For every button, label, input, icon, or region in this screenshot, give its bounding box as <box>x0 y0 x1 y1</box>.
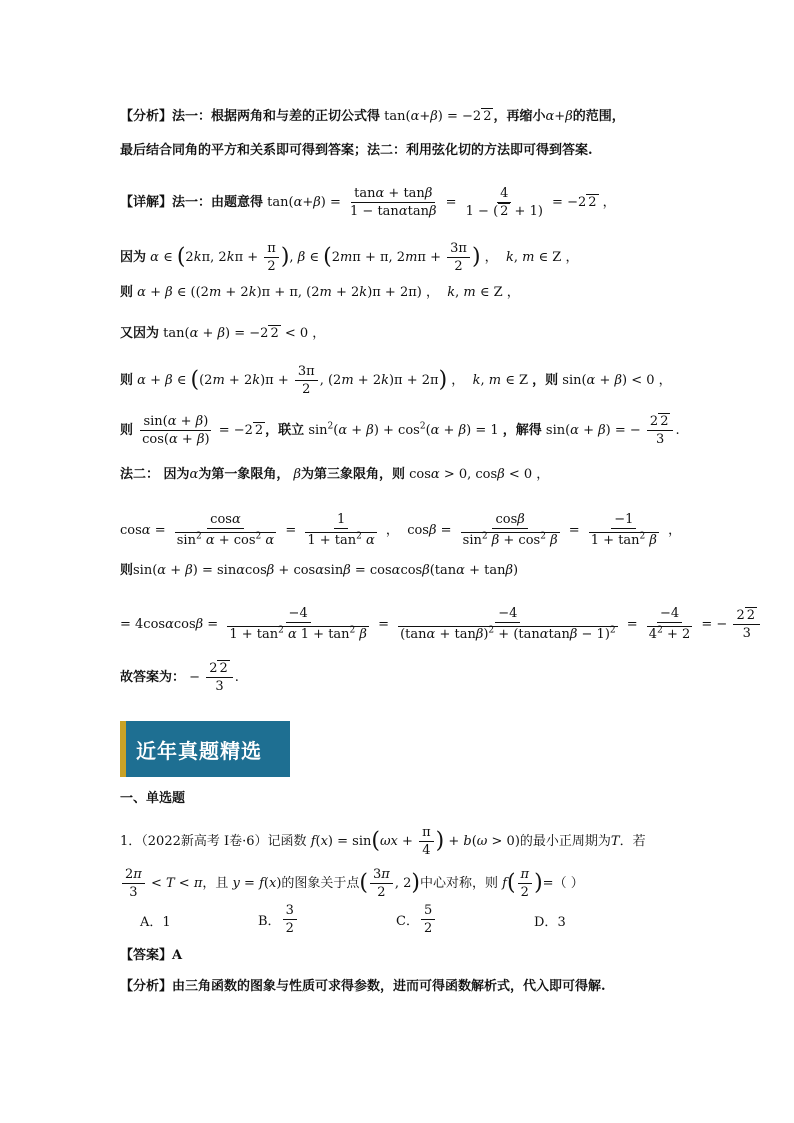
formula-point: ( $\frac{3\pi}{2}$ , 2) <box>359 867 420 900</box>
analysis-2-tag: 【分析】 <box>120 979 173 994</box>
detail-line-then-2 <box>120 363 684 398</box>
choice-a[interactable]: A．1 <box>140 915 171 930</box>
formula-alpha-beta: α <box>545 109 555 124</box>
detail-line-because <box>120 240 684 275</box>
because-label: 因为 <box>120 250 147 265</box>
formula-function: f(x) = sin(ωx + $\frac{\pi}{4}$ ) + b(ω > 0) <box>310 825 520 858</box>
formula-final: − $\frac{2 2}{3}$ . <box>185 661 239 694</box>
formula-tan-sum: tan(α+β) = −2 2 <box>384 109 492 124</box>
choice-b[interactable]: B． $\frac{3}{2}$ <box>258 902 299 937</box>
formula-detail-1: tan(α+β) = $\frac{\tan\alpha + \tan\beta}{1 - \tan\alpha\tan\beta}$ = $\frac{4}{1 - ( 2 + 1)}$ = −2 2 ， <box>267 186 616 219</box>
question-line-2 <box>120 866 684 901</box>
banner-title: 近年真题精选 <box>136 739 262 763</box>
formula-sum-range: α + β ∈ ((2m + 2k)π + π, (2m + 2k)π + 2π) ， k, m ∈ Z ， <box>137 285 520 300</box>
analysis-2-text: 由三角函数的图象与性质可求得参数，进而可得函数解析式，代入即可得解. <box>172 979 606 994</box>
formula-period-range: $\frac{2\pi}{3}$ < T < π <box>120 876 202 891</box>
detail-line-then-4 <box>120 561 684 581</box>
method-two-line: 法二： 因为α为第一象限角， β为第三象限角，则 cosα > 0, cosβ < 0 ， <box>120 467 550 482</box>
formula-sin-result: sin(α + β) = − $\frac{2 2}{3}$ . <box>541 414 680 447</box>
answer-line <box>120 660 684 695</box>
then-label-2: 则 <box>120 373 134 388</box>
then-label-2b: ，则 <box>532 373 559 388</box>
section-heading: 一、单选题 <box>120 791 186 806</box>
question-text-a: 的最小正周期为 <box>519 834 611 849</box>
answer-value: A <box>172 948 183 963</box>
answer-tag: 【答案】 <box>120 948 173 963</box>
question-text-e: 中心对称，则 <box>419 876 498 891</box>
formula-cos-alpha: cosα = $\frac{\cos\alpha}{\sin^2 \alpha + \cos^2 \alpha}$ = $\frac{1}{1 + \tan^2 \alpha}$ ， cosβ = $\frac{\cos\beta}{\sin^2 \beta + \cos^2 \beta}$ = $\frac{-1}{1 + \tan^2 \beta}$ ， <box>120 512 682 549</box>
then-label-3: 则 <box>120 423 134 438</box>
question-blank: =（ ） <box>542 876 584 891</box>
detail-tag: 【详解】 <box>120 195 173 210</box>
formula-f-pi-2: f( $\frac{\pi}{2}$ ) <box>502 867 543 900</box>
question-text-c: ，且 <box>202 876 229 891</box>
answer-is-label: 故答案为： <box>120 670 186 685</box>
jiede-label: ，解得 <box>502 423 542 438</box>
formula-tan-neg: tan(α + β) = −2 2 < 0 ， <box>163 326 326 341</box>
method-two-b: 为第一象限角， <box>198 467 290 482</box>
analysis-2-line <box>120 977 684 997</box>
formula-sin-neg: sin(α + β) < 0 ， <box>558 373 672 388</box>
formula-expand: sin(α + β) = sinαcosβ + cosαsinβ = cosαcosβ(tanα + tanβ) <box>133 563 519 578</box>
analysis-line-2: 最后结合同角的平方和关系即可得到答案；法二：利用弦化切的方法即可得到答案. <box>120 143 593 158</box>
formula-long: = 4cosαcosβ = $\frac{-4}{1 + \tan^2 \alpha 1 + \tan^2 \beta}$ = $\frac{-4}{(\tan\alpha + \tan\beta)^2 + (\tan\alpha\tan\beta - 1)^2}$ = $\frac{-4}{4^2 + 2}$ = − $\frac{2 2}{3}$ <box>120 617 762 632</box>
choice-d[interactable]: D．3 <box>534 915 566 930</box>
question-text-b: ．若 <box>619 834 646 849</box>
detail-text: 法一：由题意得 <box>172 195 264 210</box>
formula-cos-line <box>120 511 684 549</box>
again-label: 又因为 <box>120 326 160 341</box>
analysis-text-b: ，再缩小 <box>493 109 546 124</box>
method-two-c: 为第三象限角，则 <box>300 467 405 482</box>
formula-long-line <box>120 605 755 643</box>
detail-line-then-3 <box>120 413 684 448</box>
detail-line-then-1 <box>120 283 684 303</box>
then-label-1: 则 <box>120 285 134 300</box>
formula-narrow-range: α + β ∈ ((2m + 2k)π + $\frac{3\pi}{2}$ , (2m + 2k)π + 2π) ， k, m ∈ Z <box>137 364 533 397</box>
answer-row <box>120 946 684 966</box>
method-two-a: 法二： 因为 <box>120 467 190 482</box>
analysis-text-a: 法一：根据两角和与差的正切公式得 <box>172 109 381 124</box>
formula-ratio: $\frac{\sin(\alpha + \beta)}{\cos(\alpha + \beta)}$ = −2 2 <box>142 414 264 447</box>
question-line-1: 1．（2022新高考 I卷·6）记函数 f(x) = sin(ωx + $\frac{\pi}{4}$ ) + b(ω > 0)的最小正周期为T．若 <box>120 825 646 858</box>
choice-c[interactable]: C． $\frac{5}{2}$ <box>396 902 437 937</box>
formula-pythag: $\sin^2(\alpha + \beta) + \cos^2(\alpha + \beta) = 1$ <box>308 421 503 438</box>
detail-line-1 <box>120 185 684 220</box>
analysis-tag: 【分析】 <box>120 109 173 124</box>
lianli-label: ，联立 <box>265 423 305 438</box>
analysis-text-c: 的范围， <box>572 109 625 124</box>
formula-y-f: y = f(x) <box>232 876 282 891</box>
question-text-d: 的图象关于点 <box>281 876 360 891</box>
question-source: （2022新高考 I卷·6）记函数 <box>141 834 307 849</box>
analysis-line-1: 【分析】法一：根据两角和与差的正切公式得 tan(α+β) = −2 2 ，再缩小α+β的范围， <box>120 109 625 124</box>
detail-line-again <box>120 324 684 344</box>
formula-ranges: α ∈ (2kπ, 2kπ + $\frac{\pi}{2}$ ), β ∈ (2mπ + π, 2mπ + $\frac{3\pi}{2}$ ) ， k, m ∈ Z ， <box>150 241 579 274</box>
section-banner <box>120 721 290 777</box>
then-label-4: 则 <box>120 563 134 578</box>
formula-signs: cosα > 0, cosβ < 0 ， <box>409 467 550 482</box>
question-number: 1． <box>120 834 142 849</box>
